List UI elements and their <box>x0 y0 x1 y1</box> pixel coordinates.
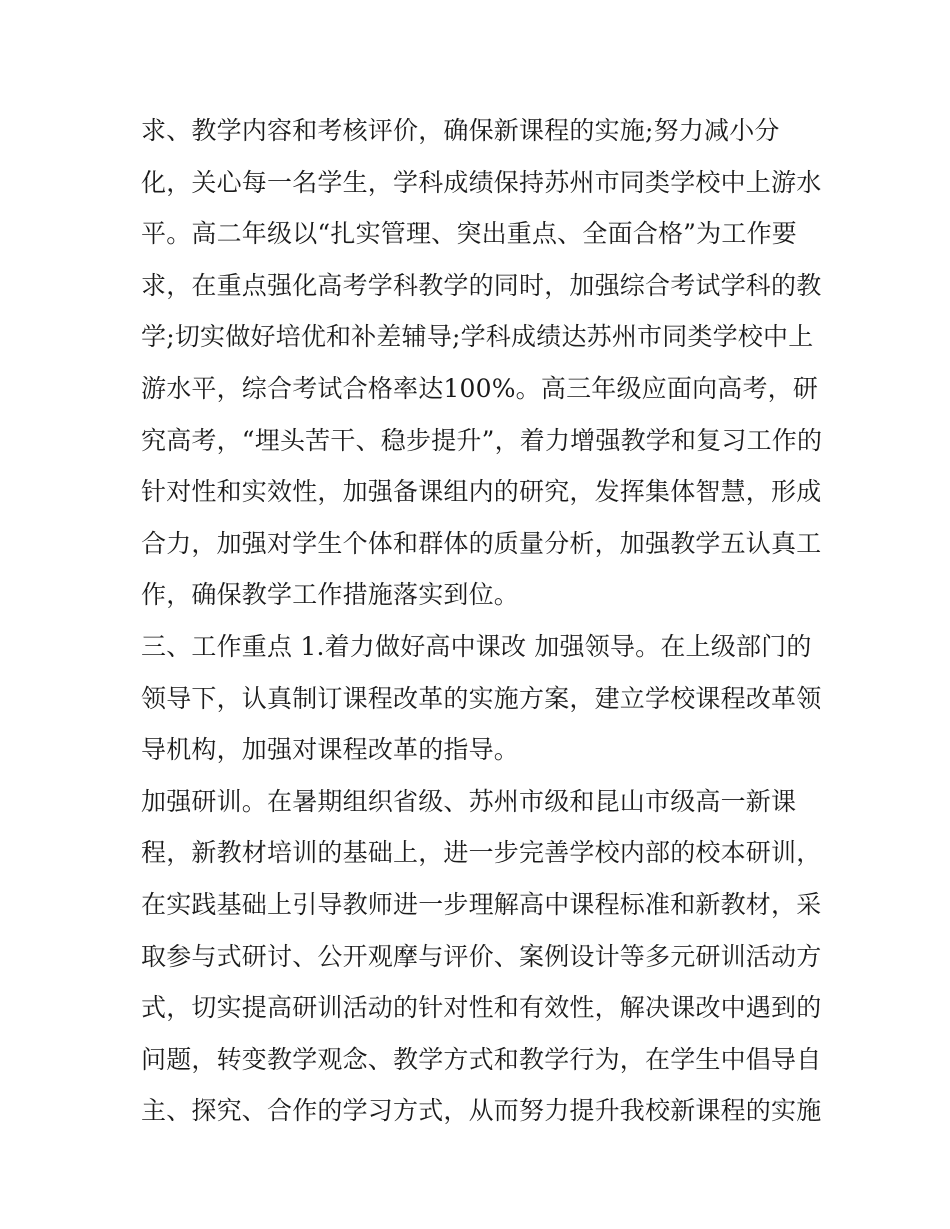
section-heading-line: 三、工作重点 1.着力做好高中课改 加强领导。在上级部门的 <box>141 631 812 661</box>
text-line: 导机构，加强对课程改革的指导。 <box>141 735 520 765</box>
text-line: 问题，转变教学观念、教学方式和教学行为，在学生中倡导自 <box>141 1044 822 1074</box>
text-line: 程，新教材培训的基础上，进一步完善学校内部的校本研训， <box>141 838 822 868</box>
text-line: 取参与式研讨、公开观摩与评价、案例设计等多元研训活动方 <box>141 941 822 971</box>
text-line: 加强研训。在暑期组织省级、苏州市级和昆山市级高一新课 <box>141 786 797 816</box>
text-line: 针对性和实效性，加强备课组内的研究，发挥集体智慧，形成 <box>141 477 822 507</box>
text-line: 作，确保教学工作措施落实到位。 <box>141 580 520 610</box>
text-line: 领导下，认真制订课程改革的实施方案，建立学校课程改革领 <box>141 683 822 713</box>
text-line: 平。高二年级以“扎实管理、突出重点、全面合格”为工作要 <box>141 219 797 249</box>
text-line: 合力，加强对学生个体和群体的质量分析，加强教学五认真工 <box>141 528 822 558</box>
text-line: 化，关心每一名学生，学科成绩保持苏州市同类学校中上游水 <box>141 167 822 197</box>
text-line: 式，切实提高研训活动的针对性和有效性，解决课改中遇到的 <box>141 993 822 1023</box>
text-line: 学;切实做好培优和补差辅导;学科成绩达苏州市同类学校中上 <box>141 322 814 352</box>
text-line: 究高考，“埋头苦干、稳步提升”，着力增强教学和复习工作的 <box>141 425 823 455</box>
document-body <box>141 110 831 1142</box>
text-line: 在实践基础上引导教师进一步理解高中课程标准和新教材，采 <box>141 889 822 919</box>
text-line: 求，在重点强化高考学科教学的同时，加强综合考试学科的教 <box>141 270 822 300</box>
text-line: 游水平，综合考试合格率达100%。高三年级应面向高考，研 <box>141 373 819 403</box>
text-line: 求、教学内容和考核评价，确保新课程的实施;努力减小分 <box>141 116 780 145</box>
text-line: 主、探究、合作的学习方式，从而努力提升我校新课程的实施 <box>141 1096 822 1126</box>
